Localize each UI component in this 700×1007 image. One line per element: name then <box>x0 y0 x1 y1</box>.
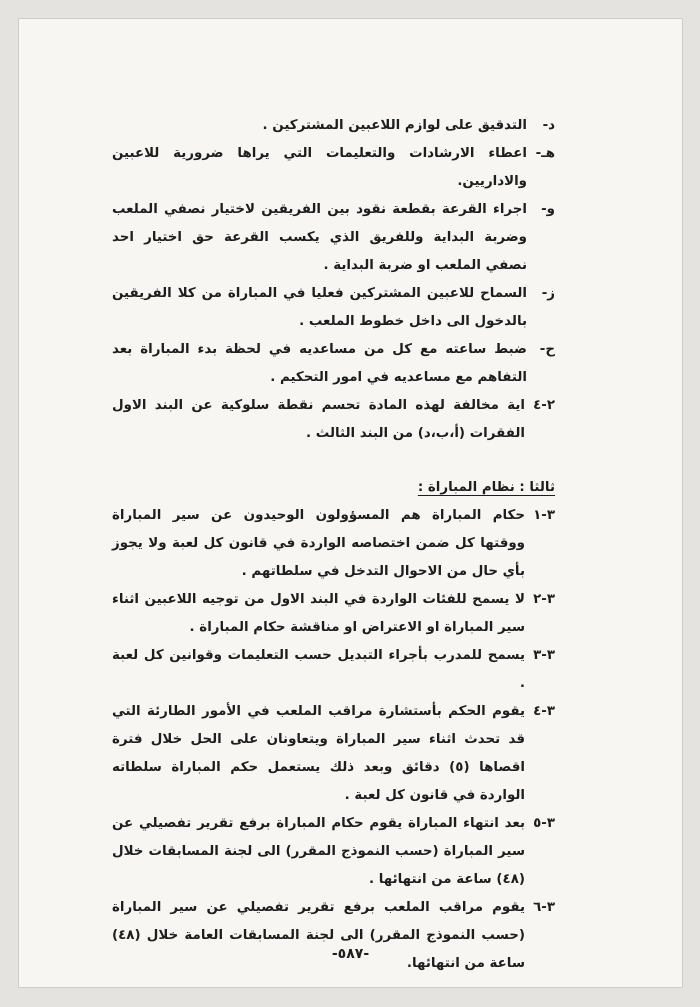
section-spacer <box>112 448 555 474</box>
item-text: السماح للاعبين المشتركين فعليا في المباراة من كلا الفريقين بالدخول الى داخل خطوط الملعب . <box>112 286 527 329</box>
list-item-2-4 <box>112 392 555 448</box>
list-item-z <box>112 280 555 336</box>
list-item-3-5 <box>112 810 555 894</box>
item-marker: ٣-٥ <box>533 816 555 831</box>
list-item-3-2 <box>112 586 555 642</box>
item-marker: ٣-٤ <box>533 704 555 719</box>
list-item-ha <box>112 336 555 392</box>
paper-sheet <box>18 18 683 988</box>
item-marker: ٣-١ <box>533 508 555 523</box>
item-text: يقوم الحكم بأستشارة مراقب الملعب في الأمور الطارئة التي قد تحدث اثناء سير المباراة ويتعاونان على الحل خلال فترة اقصاها (٥) دقائق وبعد ذلك يستعمل حكم المباراة سلطاته الواردة في قانون كل لعبة . <box>112 704 525 803</box>
list-item-w <box>112 196 555 280</box>
item-marker: ٣-٣ <box>533 648 555 663</box>
item-text: التدقيق على لوازم اللاعبين المشتركين . <box>262 118 527 133</box>
item-marker: د- <box>542 118 555 133</box>
list-item-3-6 <box>112 894 555 978</box>
section-heading: ثالثا : نظام المباراة : <box>417 480 555 495</box>
item-marker: ح- <box>539 342 555 357</box>
item-text: ضبط ساعته مع كل من مساعديه في لحظة بدء المباراة بعد التفاهم مع مساعديه في امور التحكيم . <box>112 342 527 385</box>
item-marker: ٣-٢ <box>533 592 555 607</box>
item-text: اجراء القرعة بقطعة نقود بين الفريقين لاختيار نصفي الملعب وضربة البداية وللفريق الذي يكسب القرعة حق اختيار احد نصفي الملعب او ضربة البداية . <box>112 202 527 273</box>
item-text: بعد انتهاء المباراة يقوم حكام المباراة برفع تقرير تفصيلي عن سير المباراة (حسب النموذج المقرر) الى لجنة المسابقات خلال (٤٨) ساعة من انتهائها . <box>112 816 525 887</box>
item-marker: ٣-٦ <box>533 900 555 915</box>
item-text: حكام المباراة هم المسؤولون الوحيدون عن سير المباراة ووقتها كل ضمن اختصاصه الواردة في قانون كل لعبة ولا يجوز بأي حال من الاحوال التدخل في سلطاتهم . <box>112 508 525 579</box>
list-item-3-4 <box>112 698 555 810</box>
list-item-h <box>112 140 555 196</box>
item-text: لا يسمح للفئات الواردة في البند الاول من توجيه اللاعبين اثناء سير المباراة او الاعتراض او مناقشة حكام المباراة . <box>112 592 525 635</box>
item-marker: هـ- <box>535 146 555 161</box>
item-marker: ز- <box>541 286 555 301</box>
page-number: -٥٨٧- <box>331 946 370 962</box>
list-item-3-3 <box>112 642 555 698</box>
item-marker: ٢-٤ <box>533 398 555 413</box>
list-item-3-1 <box>112 502 555 586</box>
item-text: يقوم مراقب الملعب برفع تقرير تفصيلي عن سير المباراة (حسب النموذج المقرر) الى لجنة المسابقات العامة خلال (٤٨) ساعة من انتهائها. <box>112 900 525 971</box>
item-marker: و- <box>541 202 555 217</box>
item-text: اية مخالفة لهذه المادة تحسم نقطة سلوكية عن البند الاول الفقرات (أ،ب،د) من البند الثالث . <box>112 398 525 441</box>
document-body <box>112 112 555 978</box>
list-item-d <box>112 112 555 140</box>
item-text: يسمح للمدرب بأجراء التبديل حسب التعليمات وقوانين كل لعبة . <box>112 648 525 691</box>
item-text: اعطاء الارشادات والتعليمات التي يراها ضرورية للاعبين والاداريين. <box>112 146 527 189</box>
